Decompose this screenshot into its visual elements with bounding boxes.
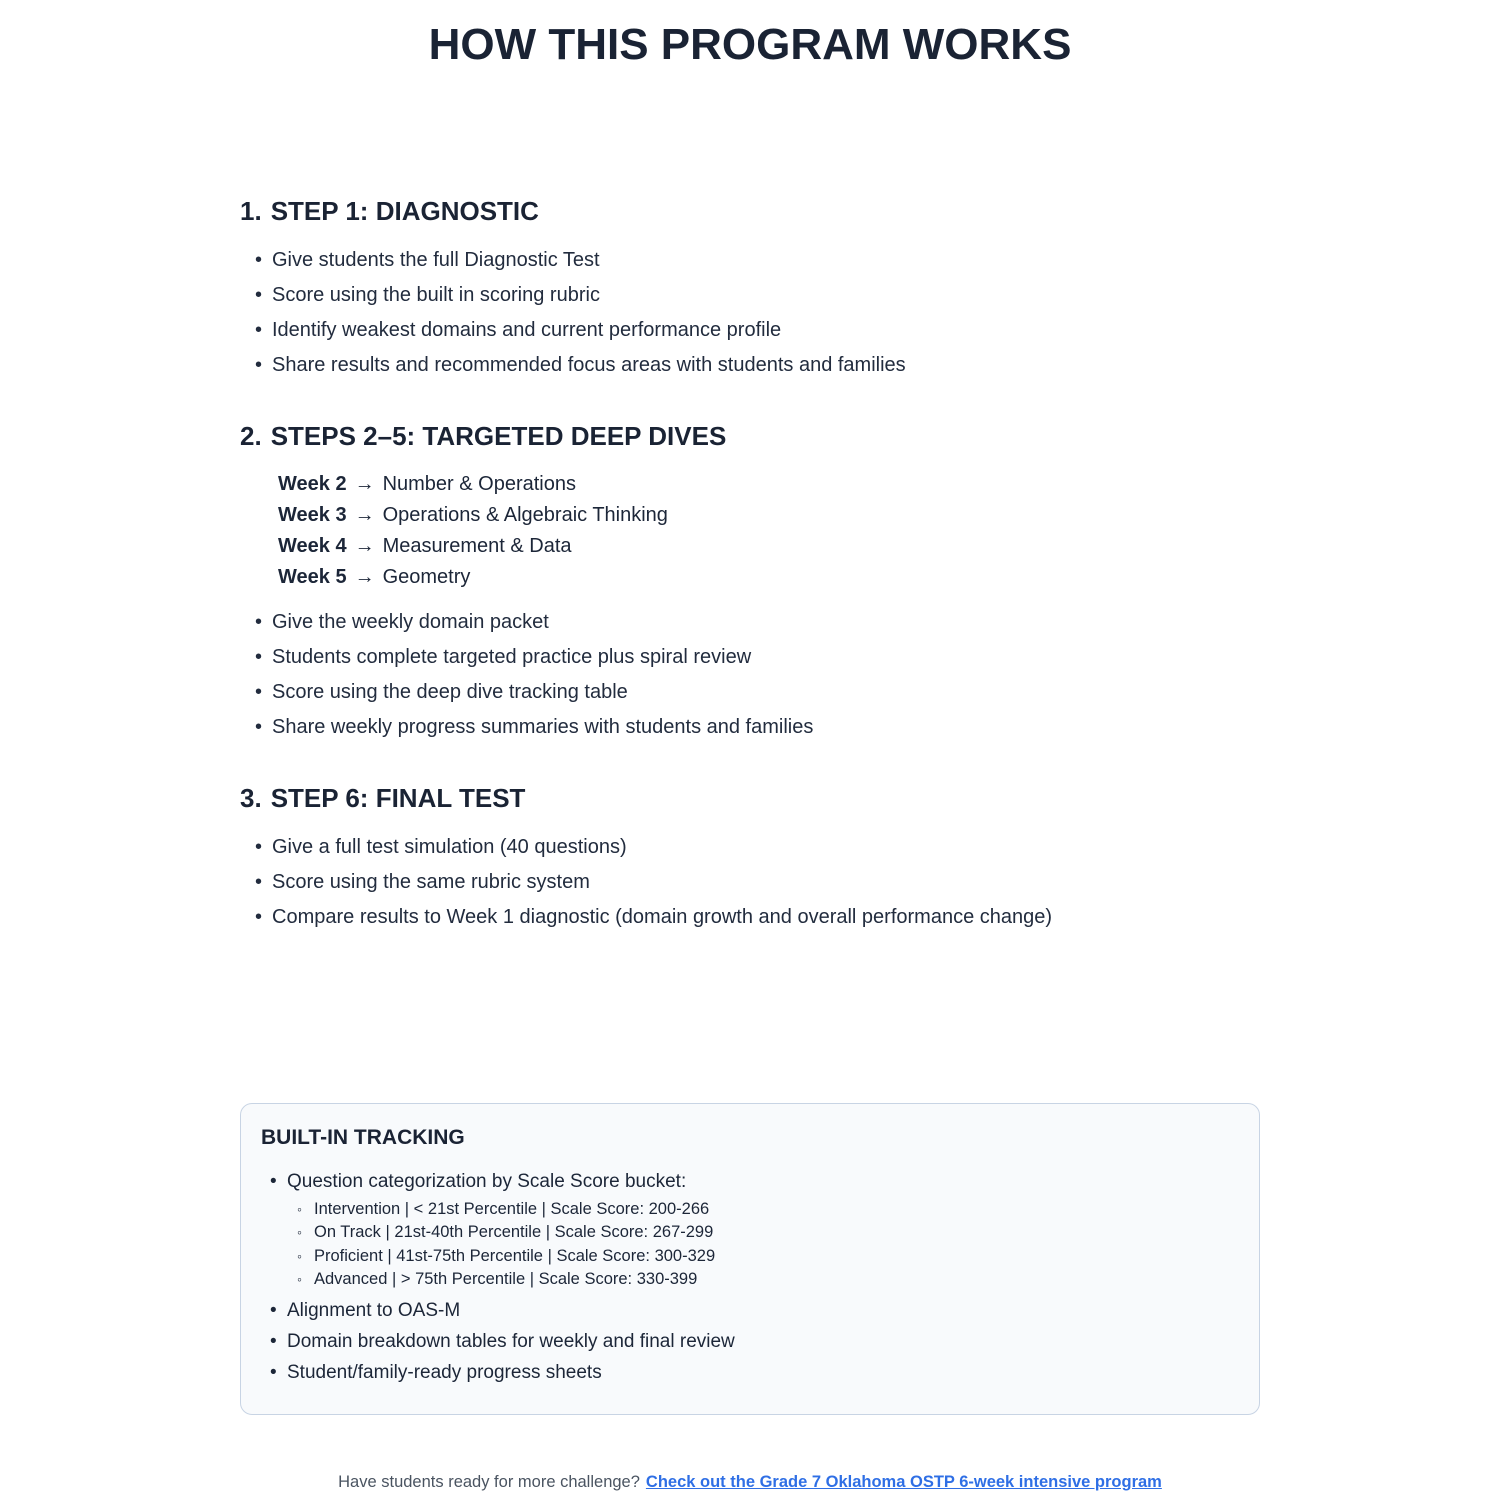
bullet-item: • Domain breakdown tables for weekly and final review bbox=[261, 1326, 1237, 1357]
bullet-item: • Score using the built in scoring rubric bbox=[240, 278, 1260, 313]
arrow-right-icon: → bbox=[354, 503, 375, 526]
week-row bbox=[278, 531, 1260, 562]
section-heading-text: STEP 1: DIAGNOSTIC bbox=[270, 196, 539, 227]
section-step-6-final-test bbox=[240, 783, 1260, 935]
week-label: Week 2 bbox=[278, 472, 347, 495]
week-label: Week 4 bbox=[278, 534, 347, 557]
arrow-right-icon: → bbox=[354, 534, 375, 557]
section-heading-text: STEP 6: FINAL TEST bbox=[270, 782, 526, 813]
week-topic: Number & Operations bbox=[382, 472, 576, 495]
bullet-item: • Give a full test simulation (40 questions) bbox=[240, 830, 1260, 865]
tracking-bullet-list bbox=[261, 1166, 1237, 1388]
week-schedule bbox=[278, 469, 1260, 593]
bucket-item-proficient: ◦ Proficient | 41st-75th Percentile | Scale Score: 300-329 bbox=[297, 1245, 1237, 1269]
section-steps-2-5-deep-dives bbox=[240, 421, 1260, 744]
scale-score-bucket-list bbox=[297, 1198, 1237, 1292]
section-number: 3. bbox=[240, 782, 262, 813]
bullet-item: • Student/family-ready progress sheets bbox=[261, 1357, 1237, 1388]
bullet-list bbox=[240, 605, 1260, 745]
tracking-panel-title: BUILT-IN TRACKING bbox=[261, 1125, 465, 1149]
arrow-right-icon: → bbox=[354, 565, 375, 588]
section-heading-text: STEPS 2–5: TARGETED DEEP DIVES bbox=[270, 421, 727, 452]
section-number: 1. bbox=[240, 196, 262, 227]
bullet-item: • Students complete targeted practice plus spiral review bbox=[240, 640, 1260, 675]
bullet-item: • Give students the full Diagnostic Test bbox=[240, 243, 1260, 278]
bucket-intro-text: Question categorization by Scale Score bucket: bbox=[287, 1170, 687, 1192]
section-heading bbox=[240, 421, 1260, 452]
bullet-item: • Score using the deep dive tracking table bbox=[240, 675, 1260, 710]
bullet-item-bucket-intro bbox=[261, 1166, 1237, 1292]
footer-prompt-text: Have students ready for more challenge? bbox=[338, 1472, 640, 1491]
bullet-list bbox=[240, 830, 1260, 935]
section-heading bbox=[240, 783, 1260, 814]
section-heading bbox=[240, 196, 1260, 227]
section-step-1-diagnostic bbox=[240, 196, 1260, 383]
bullet-item: • Compare results to Week 1 diagnostic (domain growth and overall performance change) bbox=[240, 900, 1260, 935]
bullet-item: • Alignment to OAS-M bbox=[261, 1295, 1237, 1326]
content-column bbox=[0, 196, 1500, 935]
bullet-item: • Share weekly progress summaries with students and families bbox=[240, 710, 1260, 745]
section-number: 2. bbox=[240, 421, 262, 452]
week-row bbox=[278, 469, 1260, 500]
week-label: Week 5 bbox=[278, 565, 347, 588]
bullet-item: • Score using the same rubric system bbox=[240, 865, 1260, 900]
footer-note bbox=[0, 1473, 1500, 1492]
bucket-item-intervention: ◦ Intervention | < 21st Percentile | Scale Score: 200-266 bbox=[297, 1198, 1237, 1222]
bullet-item: • Share results and recommended focus areas with students and families bbox=[240, 348, 1260, 383]
week-row bbox=[278, 562, 1260, 593]
page-title: HOW THIS PROGRAM WORKS bbox=[428, 20, 1072, 69]
bullet-item: • Identify weakest domains and current performance profile bbox=[240, 313, 1260, 348]
bucket-item-on-track: ◦ On Track | 21st-40th Percentile | Scale Score: 267-299 bbox=[297, 1221, 1237, 1245]
bullet-list bbox=[240, 243, 1260, 383]
built-in-tracking-panel bbox=[240, 1103, 1260, 1415]
week-label: Week 3 bbox=[278, 503, 347, 526]
week-row bbox=[278, 500, 1260, 531]
arrow-right-icon: → bbox=[354, 472, 375, 495]
week-topic: Geometry bbox=[382, 565, 471, 588]
week-topic: Measurement & Data bbox=[382, 534, 572, 557]
week-topic: Operations & Algebraic Thinking bbox=[382, 503, 668, 526]
bucket-item-advanced: ◦ Advanced | > 75th Percentile | Scale Score: 330-399 bbox=[297, 1268, 1237, 1292]
bullet-item: • Give the weekly domain packet bbox=[240, 605, 1260, 640]
grade7-ostp-program-link[interactable]: Check out the Grade 7 Oklahoma OSTP 6-week intensive program bbox=[645, 1472, 1162, 1491]
